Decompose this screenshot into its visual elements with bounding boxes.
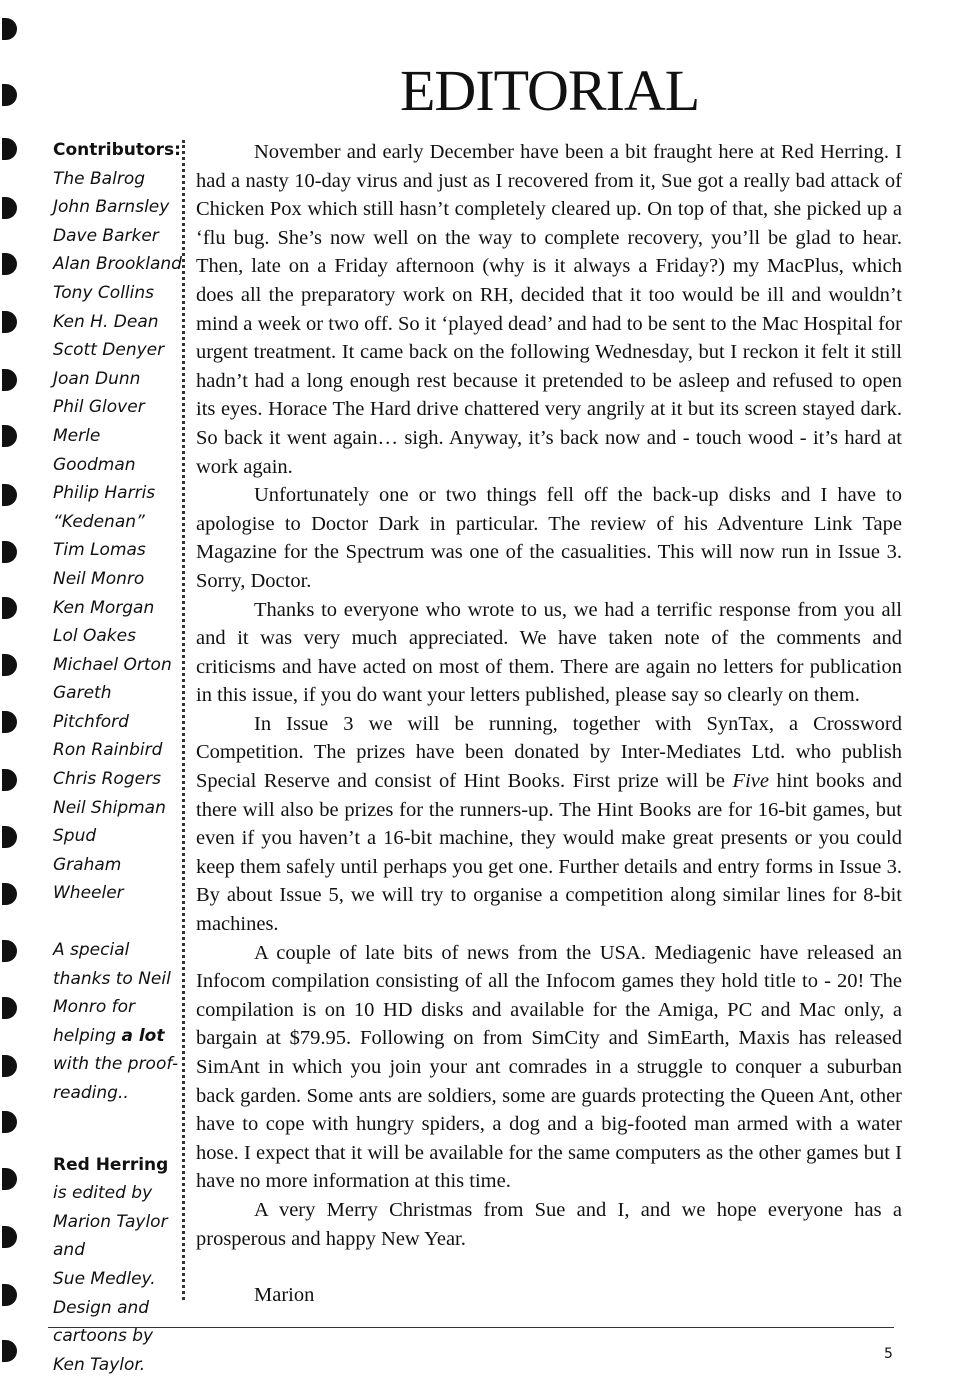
contributor-name: Philip Harris [53, 483, 156, 504]
contributor-name: Neil Shipman [53, 797, 166, 818]
emphasis-text: Five [732, 770, 769, 793]
credit-line: Marion Taylor [53, 1211, 168, 1232]
contributor-name: Dave Barker [53, 225, 159, 246]
binding-hole [2, 484, 17, 506]
credit-line: Sue Medley. [53, 1268, 156, 1289]
contributor-name: Neil Monro [53, 568, 145, 589]
contributor-name: Ken Morgan [53, 597, 155, 618]
binding-hole [2, 1340, 17, 1362]
special-thanks-note [53, 936, 188, 1108]
signature: Marion [254, 1284, 315, 1307]
binding-hole [2, 541, 17, 563]
contributor-name: John Barnsley [53, 197, 170, 218]
credit-line: Ken Taylor. [53, 1354, 146, 1375]
credit-line: is edited by [53, 1183, 153, 1204]
editor-credits [53, 1151, 188, 1379]
contributor-name: The Balrog [53, 168, 146, 189]
contributor-name: Phil Glover [53, 397, 145, 418]
thanks-line: A special [53, 940, 130, 961]
contributors-heading: Contributors: [53, 140, 181, 160]
page-title: EDITORIAL [400, 58, 700, 123]
credit-line: cartoons by [53, 1326, 154, 1347]
binding-hole [2, 711, 17, 733]
footer-rule [48, 1327, 894, 1328]
binding-hole [2, 1284, 17, 1306]
contributors-sidebar [53, 136, 188, 1379]
contributor-name: Alan Brookland [53, 254, 182, 275]
contributor-name: Tim Lomas [53, 540, 146, 561]
thanks-line: with the proof- [53, 1054, 179, 1075]
thanks-emphasis: a lot [121, 1025, 165, 1046]
contributor-name: Merle Goodman [53, 425, 136, 475]
article-paragraph: A couple of late bits of news from the USA. Mediagenic have released an Infocom compilation consisting of all the Infocom games they hold title to - 20! The compilation is on 10 HD disks and available for the Amiga, PC and Mac only, a bargain at $79.95. Following on from SimCity and SimEarth, Maxis has released SimAnt in which you join your ant comrades in a struggle to conquer a suburban back garden. Some ants are soldiers, some are guards protecting the Queen Ant, other have to cope with hungry spiders, a dog and a big-footed man armed with a water hose. I expect that it will be available for the same computers as the other games but I have no more information at this time. [196, 941, 902, 1193]
binding-hole [2, 940, 17, 962]
binding-hole [2, 997, 17, 1019]
binding-hole [2, 769, 17, 791]
thanks-text: helping [53, 1025, 117, 1046]
thanks-line [53, 1022, 188, 1051]
article-paragraph: Thanks to everyone who wrote to us, we had a terrific response from you all and it was very much appreciated. We have taken note of the comments and criticisms and have acted on most of them. There are again no letters for publication in this issue, if you do want your letters published, please say so clearly on them. [196, 598, 902, 707]
binding-hole [2, 654, 17, 676]
binding-hole [2, 883, 17, 905]
binding-hole [2, 369, 17, 391]
article-paragraph [196, 710, 902, 939]
paragraph-text: hint books and there will also be prizes for the runners-up. The Hint Books are for 16-bit games, but even if you haven’t a 16-bit machine, they would make great presents or you could keep them safely until perhaps you get one. Further details and entry forms in Issue 3. By about Issue 5, we will try to organise a competition along similar lines for 8-bit machines. [196, 770, 903, 936]
contributor-name: Graham Wheeler [53, 854, 124, 904]
contributor-name: Joan Dunn [53, 368, 141, 389]
contributor-name: Spud [53, 826, 97, 847]
binding-hole [2, 1168, 17, 1190]
contributor-name: Gareth Pitchford [53, 683, 129, 732]
binding-hole [2, 1226, 17, 1248]
contributor-name: Michael Orton [53, 654, 172, 675]
binding-holes [0, 0, 24, 1375]
article-paragraph: A very Merry Christmas from Sue and I, and we hope everyone has a prosperous and happy New Year. [196, 1198, 902, 1250]
binding-hole [2, 253, 17, 275]
magazine-name: Red Herring [53, 1154, 169, 1175]
binding-hole [2, 1055, 17, 1077]
contributor-name: Tony Collins [53, 282, 154, 303]
thanks-line: Monro for [53, 997, 136, 1018]
contributor-name: Chris Rogers [53, 769, 161, 790]
binding-hole [2, 1111, 17, 1133]
page-number: 5 [884, 1346, 893, 1362]
contributor-name: Lol Oakes [53, 626, 136, 647]
article-paragraph: Unfortunately one or two things fell off the back-up disks and I have to apologise to Doctor Dark in particular. The review of his Adventure Link Tape Magazine for the Spectrum was one of the casualities. This will now run in Issue 3. Sorry, Doctor. [196, 484, 902, 592]
editorial-body [196, 138, 902, 1310]
contributor-name: Ken H. Dean [53, 311, 159, 332]
binding-hole [2, 138, 17, 160]
binding-hole [2, 597, 17, 619]
thanks-line: reading.. [53, 1083, 129, 1103]
credit-line: Design and [53, 1297, 150, 1318]
binding-hole [2, 826, 17, 848]
thanks-line: thanks to Neil [53, 968, 171, 989]
binding-hole [2, 311, 17, 333]
binding-hole [2, 425, 17, 447]
contributor-list [53, 165, 188, 908]
binding-hole [2, 84, 17, 106]
binding-hole [2, 197, 17, 219]
column-divider [182, 140, 185, 1300]
contributor-name: Ron Rainbird [53, 740, 163, 761]
binding-hole [2, 18, 17, 40]
contributor-name: “Kedenan” [53, 511, 145, 532]
contributor-name: Scott Denyer [53, 340, 165, 361]
credit-line: and [53, 1240, 85, 1261]
paragraph-text: In Issue 3 we will be running, together with SynTax, a Crossword Competition. The prizes have been donated by Inter-Mediates Ltd. who publish Special Reserve and consist of Hint Books. First prize will be [196, 712, 902, 793]
article-paragraph: November and early December have been a bit fraught here at Red Herring. I had a nasty 10-day virus and just as I recovered from it, Sue got a really bad attack of Chicken Pox which still hasn’t completely cleared up. On top of that, she picked up a ‘flu bug. She’s now well on the way to complete recovery, you’ll be glad to hear. Then, late on a Friday afternoon (why is it always a Friday?) my MacPlus, which does all the preparatory work on RH, decided that it too would be ill and wouldn’t mind a week or two off. So it ‘played dead’ and had to be sent to the Mac Hospital for urgent treatment. It came back on the following Wednesday, but I reckon it felt it still hadn’t had a long enough rest because it pretended to be asleep and refused to open its eyes. Horace The Hard drive chattered very angrily at it but its screen stayed dark. So back it went again… sigh. Anyway, it’s back now and - touch wood - it’s hard at work again. [196, 141, 902, 478]
